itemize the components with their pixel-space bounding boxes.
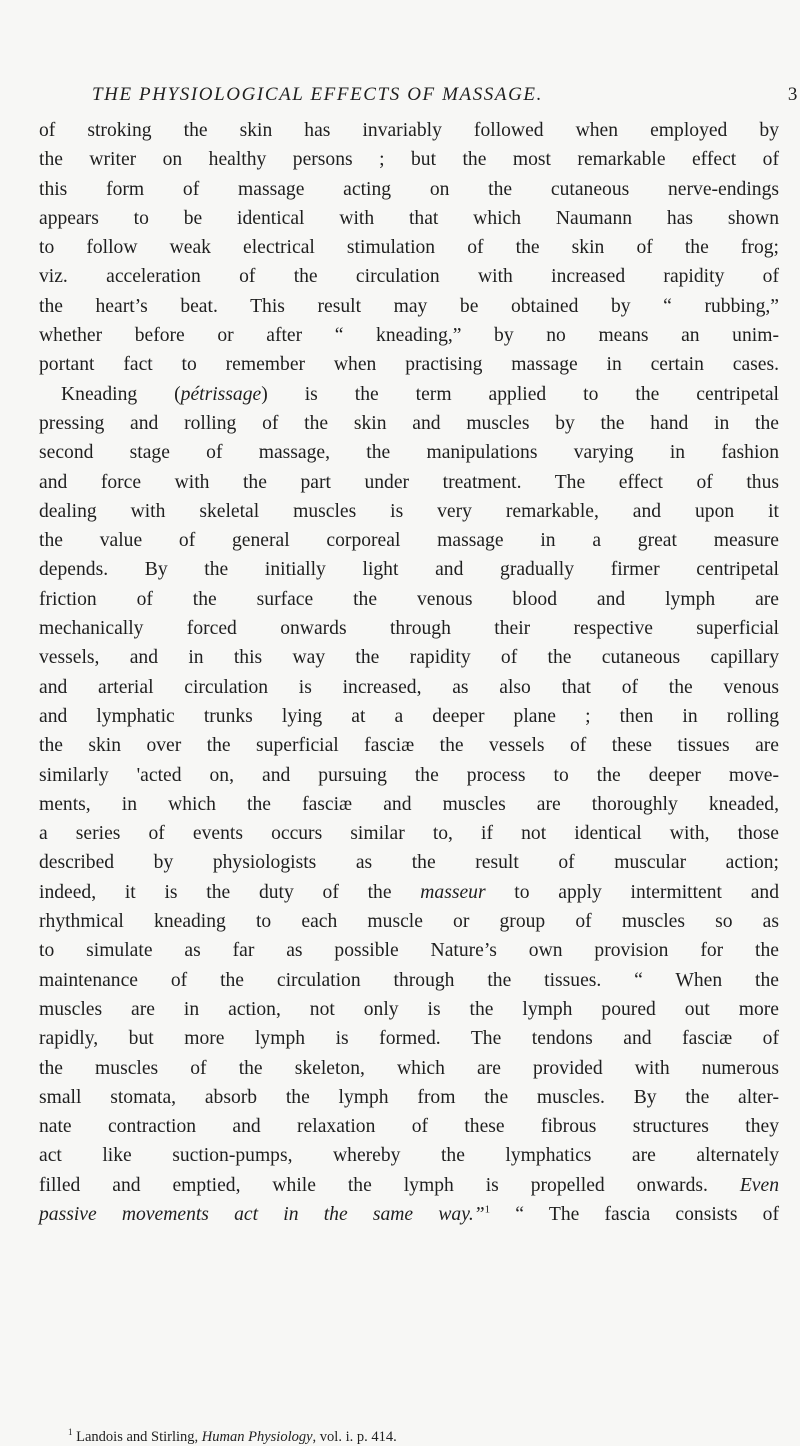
page-number: 3 [787,84,799,105]
text-line: the writer on healthy persons ; but the most remarkable effect of [39,149,779,171]
text-run: ) is the term applied to the centripetal [261,383,779,405]
text-line: the value of general corporeal massage in a great measure [39,530,779,552]
text-line [39,380,779,409]
text-line: and force with the part under treatment. The effect of thus [39,471,779,493]
text-run: Kneading ( [61,383,181,405]
footnote-number: 1 [68,1427,73,1438]
text-line: the muscles of the skeleton, which are provided with numerous [39,1057,779,1079]
text-line: this form of massage acting on the cutaneous nerve-endings [39,178,779,200]
text-line: similarly 'acted on, and pursuing the process to the deeper move- [39,764,779,786]
text-line: described by physiologists as the result of muscular action; [39,852,779,874]
text-line: ments, in which the fasciæ and muscles are thoroughly kneaded, [39,793,779,815]
text-line: and arterial circulation is increased, as also that of the venous [39,676,779,698]
text-line: a series of events occurs similar to, if not identical with, those [39,823,779,845]
text-line: pressing and rolling of the skin and muscles by the hand in the [39,412,779,434]
text-run: filled and emptied, while the lymph is propelled onwards. [39,1174,708,1196]
footnote-text: , vol. i. p. 414. [312,1429,397,1445]
footnote [68,1428,768,1446]
text-line: appears to be identical with that which Naumann has shown [39,207,779,229]
text-line: second stage of massage, the manipulations varying in fashion [39,442,779,464]
text-line: friction of the surface the venous blood and lymph are [39,588,779,610]
italic-term: pétrissage [180,383,262,405]
text-line: rhythmical kneading to each muscle or group of muscles so as [39,911,779,933]
text-line: small stomata, absorb the lymph from the muscles. By the alter- [39,1086,779,1108]
text-line: whether before or after “ kneading,” by no means an unim- [39,325,779,347]
text-line: portant fact to remember when practising massage in certain cases. [39,354,779,376]
footnote-text: Landois and Stirling, [76,1429,202,1445]
text-line [39,1200,779,1229]
footnote-book-title: Human Physiology [201,1429,313,1445]
text-line: dealing with skeletal muscles is very remarkable, and upon it [39,500,779,522]
text-run: to apply intermittent and [485,881,779,903]
text-line: viz. acceleration of the circulation with increased rapidity of [39,266,779,288]
running-head [92,84,799,112]
text-run: indeed, it is the duty of the [39,881,421,903]
running-head-title: THE PHYSIOLOGICAL EFFECTS OF MASSAGE. [92,84,543,105]
italic-term: Even [739,1174,779,1196]
italic-term: masseur [420,881,486,903]
text-line: the skin over the superficial fasciæ the vessels of these tissues are [39,735,779,757]
italic-quote: passive movements act in the same way.” [39,1203,485,1225]
text-line: mechanically forced onwards through their respective superficial [39,618,779,640]
text-line: to follow weak electrical stimulation of the skin of the frog; [39,237,779,259]
text-line: and lymphatic trunks lying at a deeper plane ; then in rolling [39,705,779,727]
text-line [39,1171,779,1200]
text-line: of stroking the skin has invariably followed when employed by [39,120,779,141]
text-line: maintenance of the circulation through the tissues. “ When the [39,969,779,991]
text-line: rapidly, but more lymph is formed. The tendons and fasciæ of [39,1028,779,1050]
text-line: to simulate as far as possible Nature’s own provision for the [39,940,779,962]
text-line: depends. By the initially light and gradually firmer centripetal [39,559,779,581]
text-run: “ The fascia consists of [490,1203,779,1225]
text-line: vessels, and in this way the rapidity of the cutaneous capillary [39,647,779,669]
text-line [39,878,779,907]
text-line: the heart’s beat. This result may be obtained by “ rubbing,” [39,295,779,317]
body-text [39,116,779,1229]
text-line: nate contraction and relaxation of these fibrous structures they [39,1116,779,1138]
footnote-marker[interactable]: 1 [484,1203,491,1216]
text-line: muscles are in action, not only is the lymph poured out more [39,998,779,1020]
text-line: act like suction-pumps, whereby the lymphatics are alternately [39,1145,779,1167]
